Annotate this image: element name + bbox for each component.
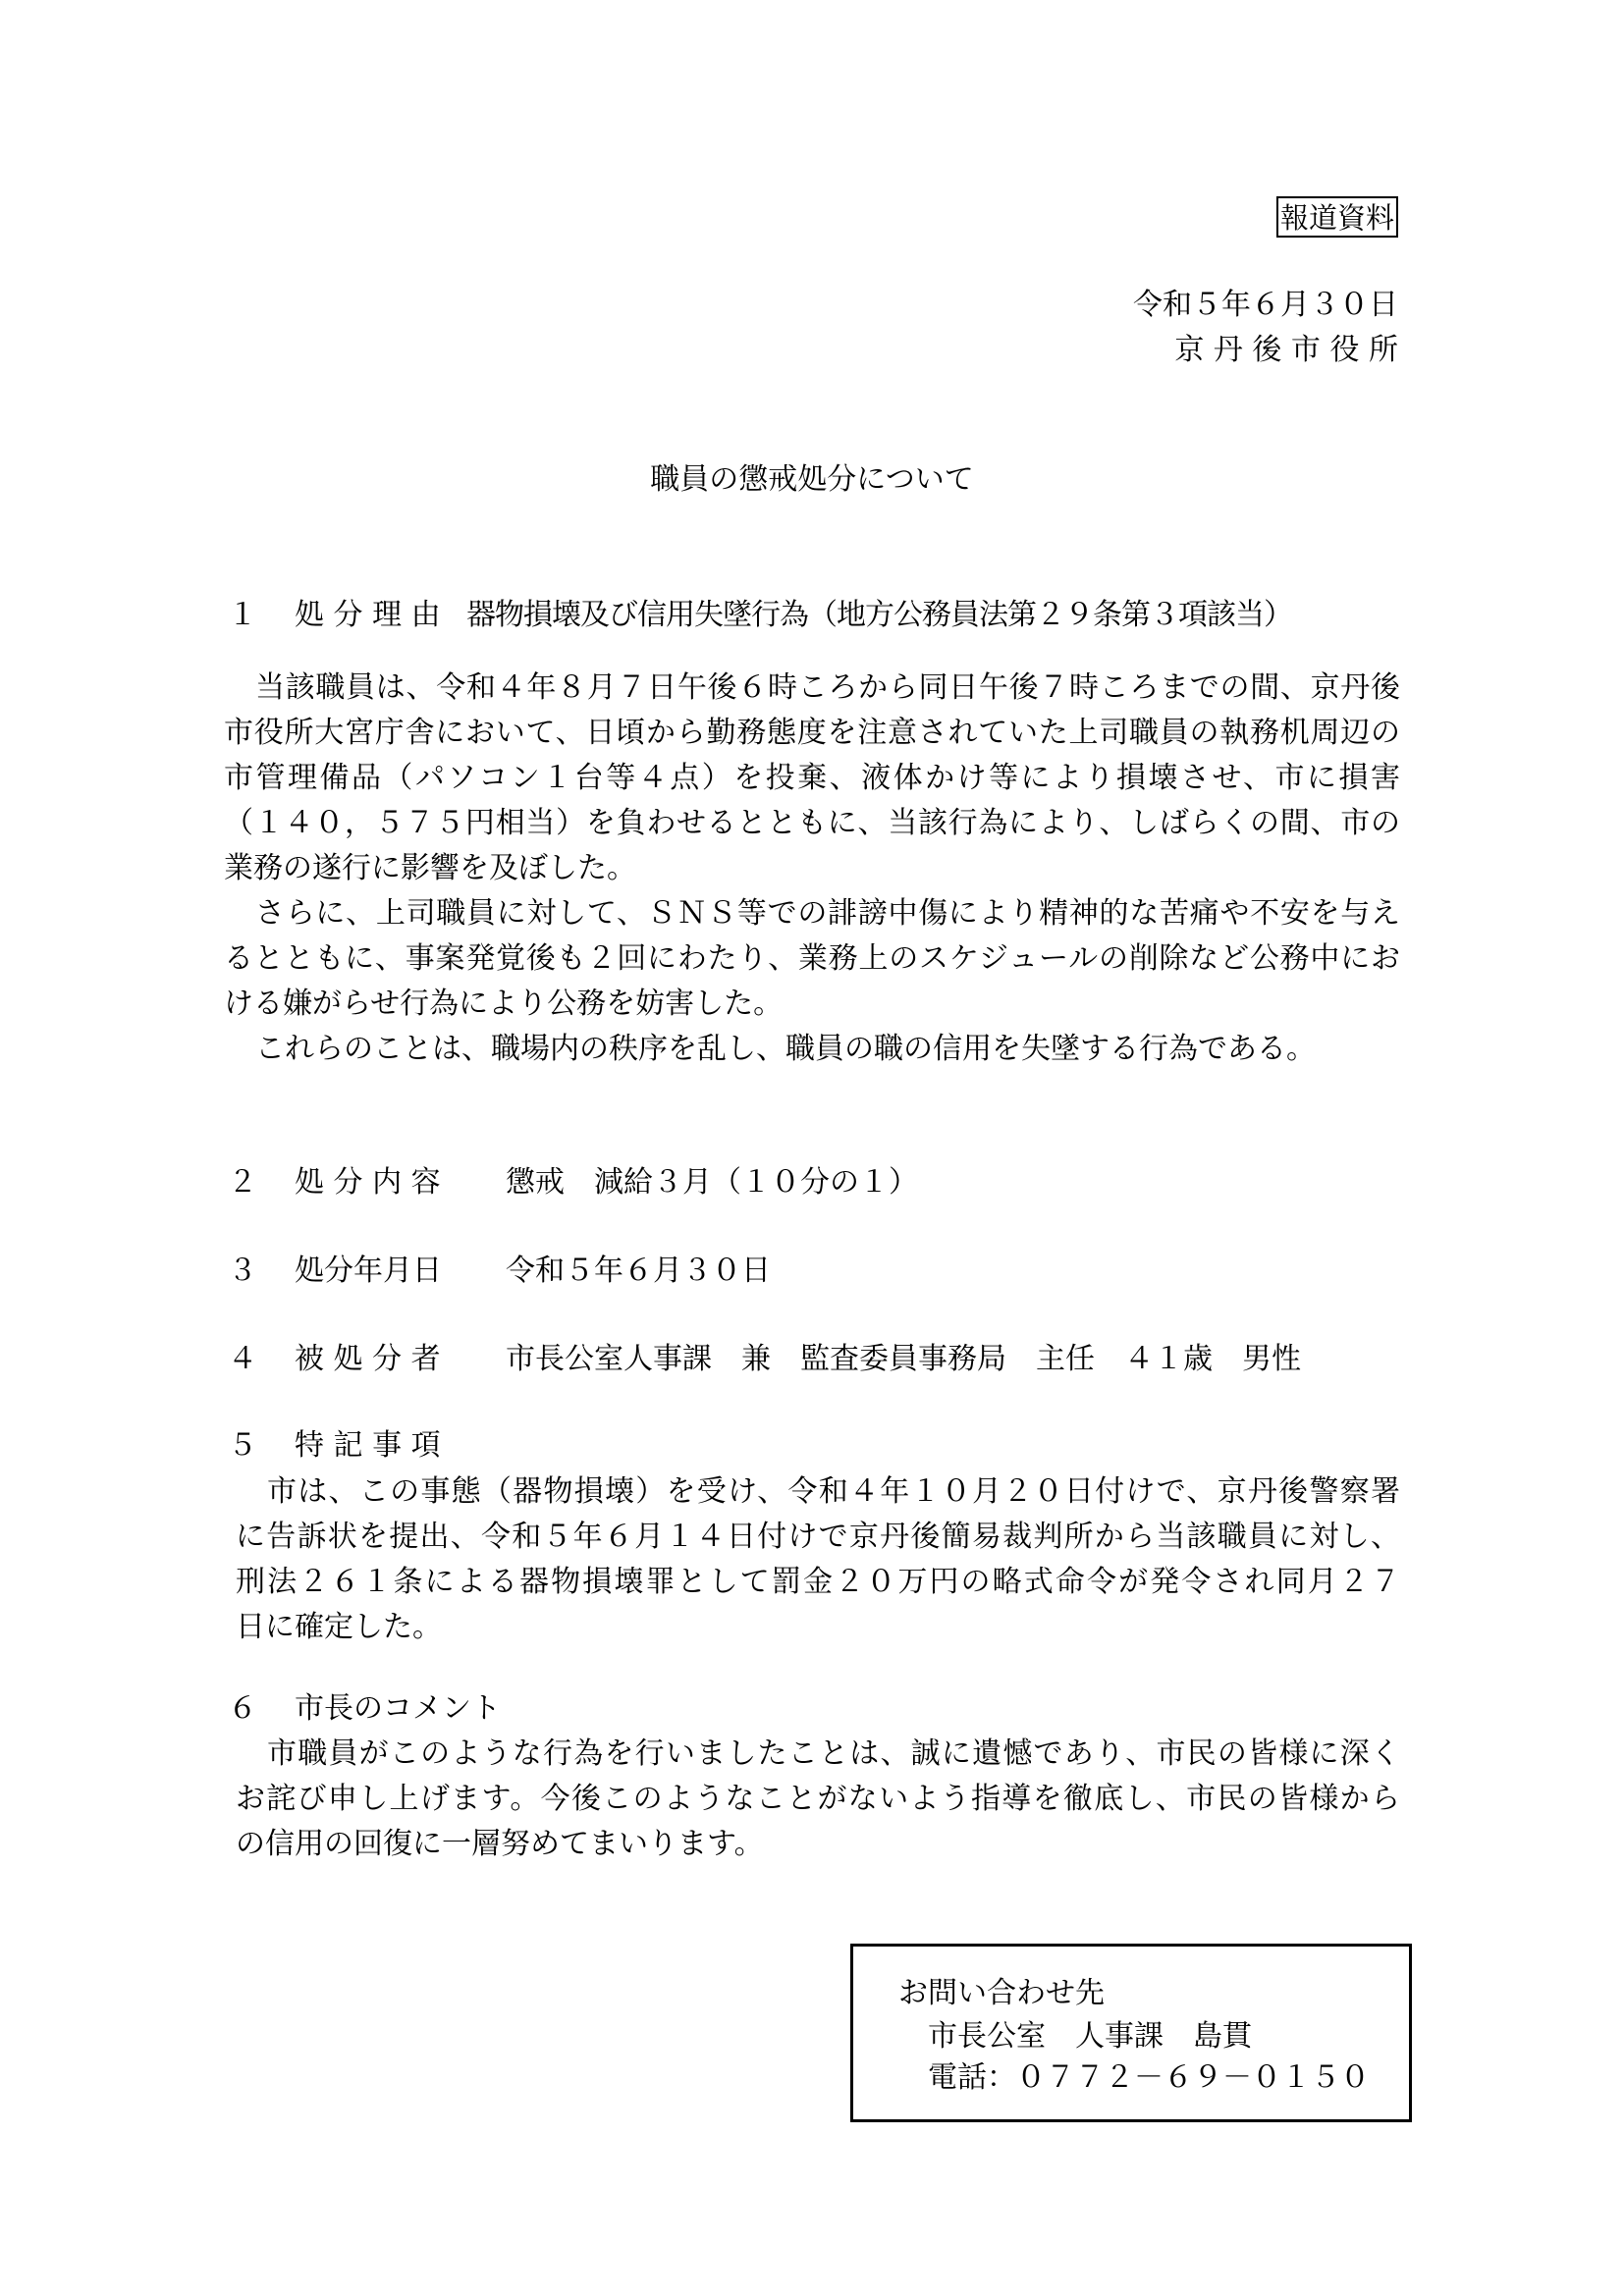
body-line: さらに、上司職員に対して、ＳＮＳ等での誹謗中傷により精神的な苦痛や不安を与え	[255, 896, 1400, 931]
section-3-number: ３	[228, 1254, 257, 1288]
body-line: 日に確定した。	[236, 1610, 442, 1644]
contact-department: 市長公室 人事課 島貫	[928, 2019, 1252, 2054]
body-line: ける嫌がらせ行為により公務を妨害した。	[224, 987, 784, 1021]
section-2-value: 懲戒 減給３月（１０分の１）	[506, 1165, 918, 1200]
section-1-label: 処 分 理 由	[295, 598, 441, 632]
body-line: 市役所大宮庁舎において、日頃から勤務態度を注意されていた上司職員の執務机周辺の	[224, 716, 1400, 750]
section-1-number: １	[228, 598, 257, 632]
section-4-number: ４	[228, 1342, 257, 1376]
section-4-value: 市長公室人事課 兼 監査委員事務局 主任 ４１歳 男性	[506, 1342, 1301, 1376]
body-line: 市は、この事態（器物損壊）を受け、令和４年１０月２０日付けで、京丹後警察署	[267, 1474, 1400, 1509]
contact-heading: お問い合わせ先	[898, 1976, 1105, 2010]
section-2-number: ２	[228, 1165, 257, 1200]
section-2-label: 処 分 内 容	[295, 1165, 441, 1200]
body-line: 市職員がこのような行為を行いましたことは、誠に遺憾であり、市民の皆様に深く	[267, 1736, 1400, 1771]
press-release-badge: 報道資料	[1276, 196, 1398, 238]
section-3-value: 令和５年６月３０日	[506, 1254, 771, 1288]
body-line: （１４０，５７５円相当）を負わせるとともに、当該行為により、しばらくの間、市の	[224, 806, 1400, 840]
section-6-number: ６	[228, 1691, 257, 1726]
body-line: 市管理備品（パソコン１台等４点）を投棄、液体かけ等により損壊させ、市に損害	[224, 761, 1400, 795]
section-6-label: 市長のコメント	[295, 1691, 501, 1726]
body-line: 業務の遂行に影響を及ぼした。	[224, 851, 636, 885]
section-5-number: ５	[228, 1428, 257, 1463]
body-line: これらのことは、職場内の秩序を乱し、職員の職の信用を失墜する行為である。	[255, 1032, 1316, 1066]
issue-date: 令和５年６月３０日	[1133, 288, 1398, 322]
section-5-label: 特 記 事 項	[295, 1428, 441, 1463]
body-line: お詫び申し上げます。今後このようなことがないよう指導を徹底し、市民の皆様から	[236, 1782, 1400, 1816]
contact-phone: 電話：０７７２－６９－０１５０	[928, 2060, 1370, 2095]
body-line: に告訴状を提出、令和５年６月１４日付けで京丹後簡易裁判所から当該職員に対し、	[236, 1520, 1400, 1554]
section-3-label: 処分年月日	[295, 1254, 442, 1288]
document-title: 職員の懲戒処分について	[650, 462, 974, 497]
body-line: 刑法２６１条による器物損壊罪として罰金２０万円の略式命令が発令され同月２７	[236, 1565, 1400, 1599]
body-line: の信用の回復に一層努めてまいります。	[236, 1827, 764, 1861]
section-4-label: 被 処 分 者	[295, 1342, 441, 1376]
issuer: 京 丹 後 市 役 所	[1174, 333, 1398, 367]
section-1-value: 器物損壊及び信用失墜行為（地方公務員法第２９条第３項該当）	[466, 598, 1292, 632]
body-line: 当該職員は、令和４年８月７日午後６時ころから同日午後７時ころまでの間、京丹後	[255, 670, 1400, 705]
body-line: るとともに、事案発覚後も２回にわたり、業務上のスケジュールの削除など公務中にお	[224, 941, 1400, 976]
